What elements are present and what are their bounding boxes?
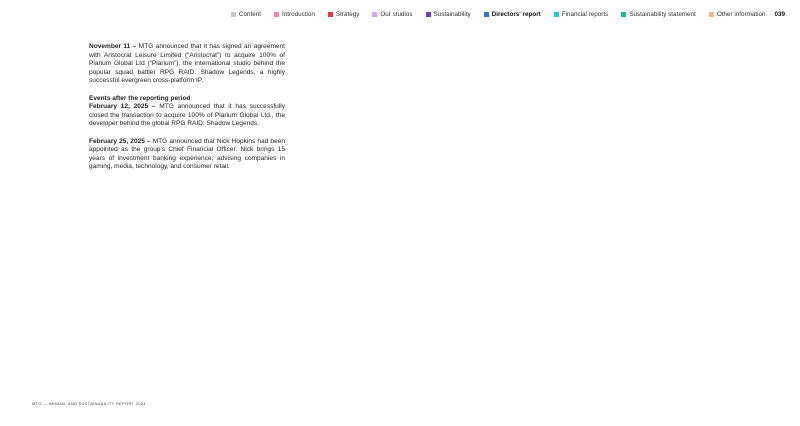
page-footer: MTG — ANNUAL AND SUSTAINABILITY REPORT 2024: [32, 401, 146, 406]
nav-item-directors-report[interactable]: [484, 11, 541, 18]
event-date: February 25, 2025 –: [89, 137, 151, 145]
nav-item-sustainability[interactable]: [426, 11, 471, 18]
event-paragraph-feb-25: [89, 138, 285, 172]
nav-item-label: Content: [238, 11, 261, 18]
our-studios-color-square-icon: [372, 12, 377, 17]
nav-item-strategy[interactable]: [328, 11, 359, 18]
nav-item-label: Strategy: [335, 11, 360, 18]
strategy-color-square-icon: [328, 12, 333, 17]
sustainability-color-square-icon: [426, 12, 431, 17]
nav-item-label: Sustainability: [433, 11, 471, 18]
nav-item-introduction[interactable]: [274, 11, 315, 18]
nav-item-our-studios[interactable]: [372, 11, 412, 18]
event-text: MTG announced that it has signed an agreement with Aristocrat Leisure Limited (“Aristocrat”) to acquire 100% of Plarium Global Ltd (“Plarium”), the international studio behind the popular squad battler RPG RAID: Shadow Legends, a highly successful evergreen cross-platform IP.: [89, 43, 286, 84]
event-paragraph-feb-12: [89, 103, 285, 129]
page-number: 039: [774, 11, 785, 18]
sustainability-statement-color-square-icon: [621, 12, 626, 17]
content-color-square-icon: [231, 12, 236, 17]
event-text: MTG announced that Nick Hopkins had been appointed as the group’s Chief Financial Officer. Nick brings 15 years of investment banking experience, advising companies in gaming, media, technology, and consumer retail.: [89, 137, 285, 170]
event-paragraph-nov-11: [89, 43, 285, 86]
nav-item-label: Our studios: [380, 11, 413, 18]
nav-item-label: Other information: [716, 11, 766, 18]
introduction-color-square-icon: [274, 12, 279, 17]
event-date: February 12, 2025 –: [89, 103, 156, 110]
nav-item-sustainability-statement[interactable]: [621, 11, 696, 18]
nav-item-content[interactable]: [231, 11, 261, 18]
main-content: [89, 43, 285, 181]
event-text: MTG announced that it has successfully closed the transaction to acquire 100% of Plarium Global Ltd., the developer behind the global RPG RAID: Shadow Legends.: [89, 103, 286, 127]
nav-item-label: Sustainability statement: [629, 11, 696, 18]
event-date: November 11 –: [89, 43, 137, 50]
nav-item-other-information[interactable]: [709, 11, 766, 18]
section-navigation: [231, 11, 785, 18]
financial-reports-color-square-icon: [554, 12, 559, 17]
directors-report-color-square-icon: [484, 12, 489, 17]
section-heading: Events after the reporting period: [89, 94, 191, 102]
nav-item-financial-reports[interactable]: [554, 11, 609, 18]
nav-item-label: Directors' report: [491, 11, 541, 18]
nav-item-label: Financial reports: [561, 11, 609, 18]
nav-item-label: Introduction: [281, 11, 315, 18]
other-information-color-square-icon: [709, 12, 714, 17]
